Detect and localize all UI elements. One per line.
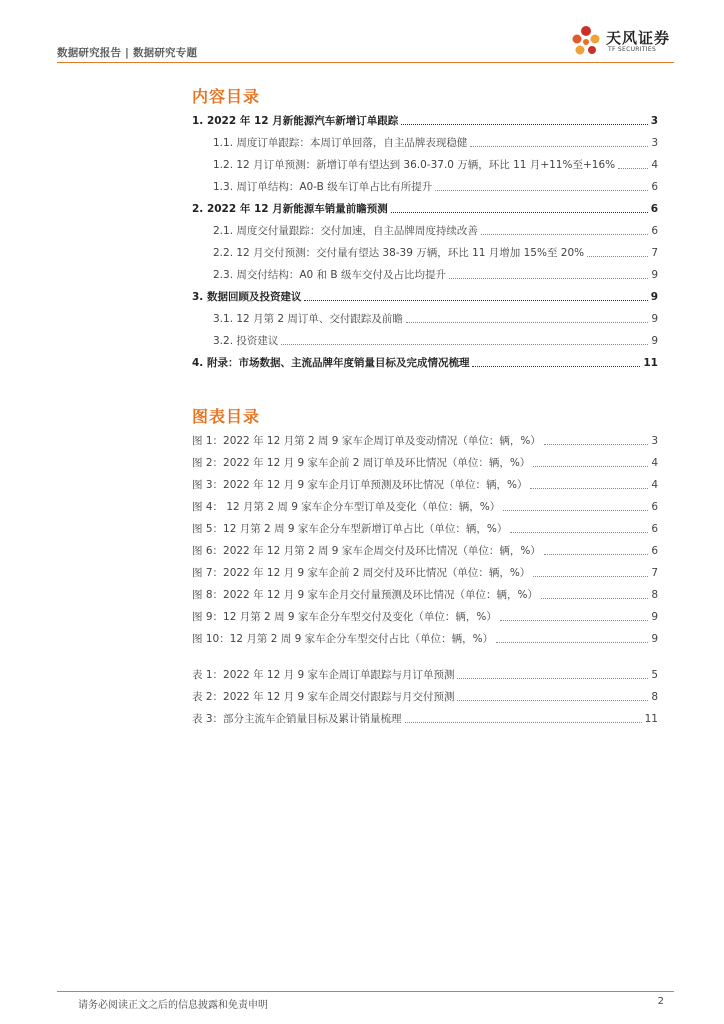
table-list-item-text: 表 3：部分主流车企销量目标及累计销量梳理 [192, 713, 402, 725]
toc-subsection-item-page: 6 [651, 225, 658, 237]
dot-leader [405, 722, 642, 723]
figures-title: 图表目录 [192, 407, 261, 426]
dot-leader [544, 554, 649, 555]
table-list-item-text: 表 2：2022 年 12 月 9 家车企周交付跟踪与月交付预测 [192, 691, 455, 703]
dot-leader [618, 168, 648, 169]
toc-subsection-item[interactable] [213, 310, 658, 326]
dot-leader [587, 256, 648, 257]
toc-subsection-item-page: 9 [651, 313, 658, 325]
dot-leader [503, 510, 648, 511]
toc-subsection-item-text: 1.2. 12 月订单预测：新增订单有望达到 36.0-37.0 万辆，环比 11 月+11%至+16% [213, 159, 616, 171]
toc-section-item-page: 3 [650, 115, 658, 127]
figure-list-item-page: 7 [651, 567, 658, 579]
toc-subsection-item[interactable] [213, 134, 658, 150]
toc-section-item[interactable] [192, 288, 658, 304]
figure-list-item-text: 图 3：2022 年 12 月 9 家车企月订单预测及环比情况（单位：辆，%） [192, 479, 528, 491]
company-logo [568, 24, 678, 60]
table-list-item-text: 表 1：2022 年 12 月 9 家车企周订单跟踪与月订单预测 [192, 669, 455, 681]
figure-list-item[interactable] [192, 564, 658, 580]
dot-leader [541, 598, 648, 599]
toc-section-item[interactable] [192, 112, 658, 128]
figure-list-item[interactable] [192, 630, 658, 646]
figure-list-item-page: 9 [651, 611, 658, 623]
toc-subsection-item-page: 3 [651, 137, 658, 149]
figure-list-item-page: 9 [651, 633, 658, 645]
header-title: 数据研究报告 | 数据研究专题 [57, 47, 198, 59]
toc-subsection-item-page: 4 [651, 159, 658, 171]
figure-list-item[interactable] [192, 586, 658, 602]
header-divider [57, 62, 674, 63]
logo-text-en: TF SECURITIES [608, 46, 657, 53]
toc-subsection-item-text: 2.2. 12 月交付预测：交付量有望达 38-39 万辆，环比 11 月增加 15%至 20% [213, 247, 585, 259]
dot-leader [544, 444, 649, 445]
toc-section-item-text: 2. 2022 年 12 月新能源车销量前瞻预测 [192, 203, 388, 215]
toc-subsection-item[interactable] [213, 244, 658, 260]
figure-list-item-page: 4 [651, 479, 658, 491]
dot-leader [406, 322, 648, 323]
figure-list-item-text: 图 7：2022 年 12 月 9 家车企前 2 周交付及环比情况（单位：辆，%） [192, 567, 531, 579]
dot-leader [457, 678, 648, 679]
toc-subsection-item[interactable] [213, 222, 658, 238]
toc-subsection-item-page: 9 [651, 269, 658, 281]
figure-list-item-text: 图 1：2022 年 12 月第 2 周 9 家车企周订单及变动情况（单位：辆，%） [192, 435, 541, 447]
toc-subsection-item[interactable] [213, 156, 658, 172]
toc-section-item[interactable] [192, 200, 658, 216]
dot-leader [401, 124, 647, 125]
toc-subsection-item-page: 6 [651, 181, 658, 193]
figure-list-item-text: 图 8：2022 年 12 月 9 家车企月交付量预测及环比情况（单位：辆，%） [192, 589, 538, 601]
logo-flower-icon [568, 24, 604, 60]
figure-list-item[interactable] [192, 542, 658, 558]
figure-list-item[interactable] [192, 498, 658, 514]
toc-subsection-item-text: 3.1. 12 月第 2 周订单、交付跟踪及前瞻 [213, 313, 403, 325]
table-list-item[interactable] [192, 688, 658, 704]
toc-subsection-item-text: 1.1. 周度订单跟踪：本周订单回落，自主品牌表现稳健 [213, 137, 468, 149]
toc-subsection-item[interactable] [213, 266, 658, 282]
dot-leader [435, 190, 648, 191]
figure-list-item-page: 6 [651, 523, 658, 535]
figure-list-item[interactable] [192, 454, 658, 470]
logo-text-cn: 天风证券 [606, 29, 671, 47]
toc-subsection-item-page: 7 [651, 247, 658, 259]
toc-subsection-item-text: 1.3. 周订单结构：A0-B 级车订单占比有所提升 [213, 181, 433, 193]
figure-list-item-text: 图 9：12 月第 2 周 9 家车企分车型交付及变化（单位：辆，%） [192, 611, 497, 623]
toc-section-item[interactable] [192, 354, 658, 370]
toc-section-item-text: 1. 2022 年 12 月新能源汽车新增订单跟踪 [192, 115, 399, 127]
dot-leader [533, 576, 648, 577]
figure-list-item-page: 6 [651, 501, 658, 513]
dot-leader [496, 642, 648, 643]
toc-subsection-item-text: 2.3. 周交付结构：A0 和 B 级车交付及占比均提升 [213, 269, 446, 281]
dot-leader [304, 300, 647, 301]
figure-list-item-text: 图 2：2022 年 12 月 9 家车企前 2 周订单及环比情况（单位：辆，%） [192, 457, 531, 469]
toc-section-item-text: 3. 数据回顾及投资建议 [192, 291, 302, 303]
toc-subsection-item[interactable] [213, 178, 658, 194]
dot-leader [281, 344, 648, 345]
toc-subsection-item-text: 3.2. 投资建议 [213, 335, 279, 347]
toc-subsection-item[interactable] [213, 332, 658, 348]
figure-list-item-page: 6 [651, 545, 658, 557]
toc-section-item-page: 9 [650, 291, 658, 303]
figure-list-item[interactable] [192, 608, 658, 624]
figure-list-item-text: 图 5：12 月第 2 周 9 家车企分车型新增订单占比（单位：辆，%） [192, 523, 508, 535]
table-list-item-page: 8 [651, 691, 658, 703]
table-list-item-page: 11 [644, 713, 658, 725]
table-list-item[interactable] [192, 710, 658, 726]
dot-leader [510, 532, 648, 533]
toc-title: 内容目录 [192, 87, 261, 106]
dot-leader [533, 466, 648, 467]
footer-disclaimer: 请务必阅读正文之后的信息披露和免责申明 [78, 1000, 268, 1011]
figure-list-item[interactable] [192, 520, 658, 536]
figure-list-item[interactable] [192, 432, 658, 448]
dot-leader [530, 488, 648, 489]
figure-list-item-page: 4 [651, 457, 658, 469]
dot-leader [470, 146, 648, 147]
toc-section-item-page: 11 [643, 357, 658, 369]
table-list-item-page: 5 [651, 669, 658, 681]
dot-leader [481, 234, 648, 235]
dot-leader [472, 366, 640, 367]
toc-subsection-item-text: 2.1. 周度交付量跟踪：交付加速，自主品牌周度持续改善 [213, 225, 478, 237]
dot-leader [457, 700, 648, 701]
figure-list-item-page: 8 [651, 589, 658, 601]
figure-list-item-text: 图 6：2022 年 12 月第 2 周 9 家车企周交付及环比情况（单位：辆，%） [192, 545, 541, 557]
toc-section-item-text: 4. 附录：市场数据、主流品牌年度销量目标及完成情况梳理 [192, 357, 470, 369]
figure-list-item-text: 图 10：12 月第 2 周 9 家车企分车型交付占比（单位：辆，%） [192, 633, 494, 645]
figure-list-item-page: 3 [651, 435, 658, 447]
toc-section-item-page: 6 [650, 203, 658, 215]
figure-list-item[interactable] [192, 476, 658, 492]
dot-leader [449, 278, 648, 279]
toc-subsection-item-page: 9 [651, 335, 658, 347]
footer-divider [57, 991, 674, 992]
dot-leader [500, 620, 648, 621]
figure-list-item-text: 图 4： 12 月第 2 周 9 家车企分车型订单及变化（单位：辆，%） [192, 501, 501, 513]
table-list-item[interactable] [192, 666, 658, 682]
dot-leader [391, 212, 648, 213]
page-number: 2 [657, 996, 664, 1007]
